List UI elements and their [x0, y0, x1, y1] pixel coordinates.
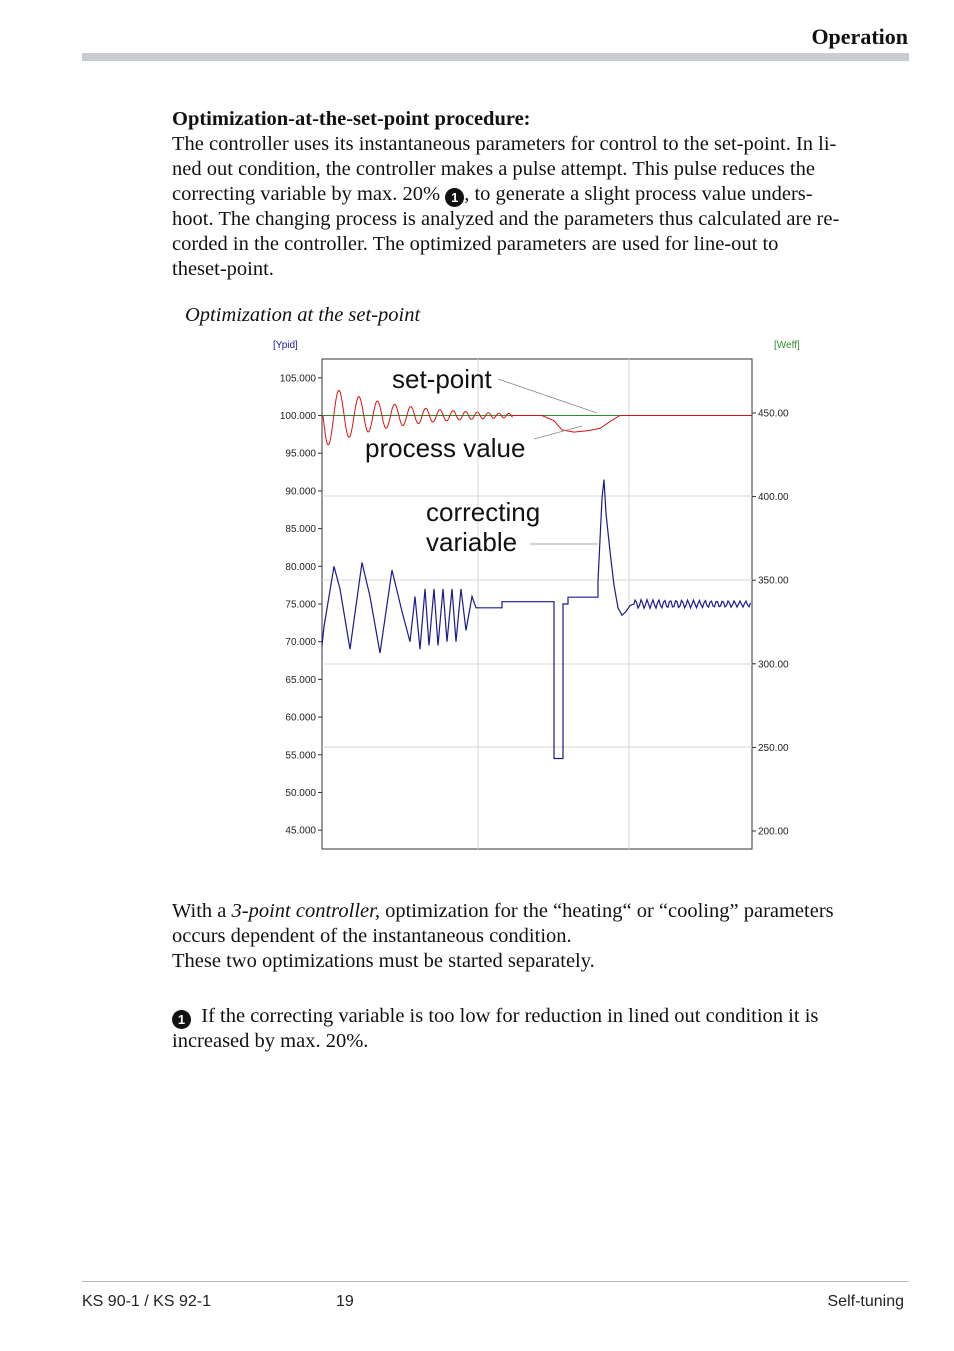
annotation-process-value: process value [365, 433, 526, 463]
footer-rule [82, 1281, 909, 1282]
three-point-line-1 [172, 899, 909, 924]
procedure-line-6: theset-point. [172, 258, 274, 280]
footnote-text-1: If the correcting variable is too low for reduction in lined out condition it is [201, 1005, 819, 1027]
chart-svg [262, 332, 822, 862]
marker-1-icon: 1 [445, 188, 464, 207]
optimization-chart [262, 332, 822, 862]
right-tick-label: 350.00 [758, 575, 789, 587]
left-tick-label: 55.000 [285, 750, 316, 762]
marker-1-icon: 1 [172, 1010, 191, 1029]
procedure-line-3 [172, 182, 909, 207]
header-rule [82, 53, 909, 61]
three-point-line-3: These two optimizations must be started separately. [172, 950, 595, 972]
left-tick-label: 50.000 [285, 787, 316, 799]
right-axis-label: [Weff] [774, 340, 800, 351]
annotation-variable: variable [426, 527, 518, 557]
left-tick-label: 45.000 [285, 825, 316, 837]
annotation-set-point: set-point [392, 364, 492, 394]
footer-model: KS 90-1 / KS 92-1 [82, 1293, 211, 1310]
left-tick-label: 105.000 [279, 373, 316, 385]
left-tick-label: 85.000 [285, 524, 316, 536]
figure-caption: Optimization at the set-point [185, 304, 421, 326]
three-point-line-2: occurs dependent of the instantaneous condition. [172, 925, 572, 947]
left-tick-label: 100.000 [279, 411, 316, 423]
footer-section: Self-tuning [827, 1293, 904, 1310]
left-tick-label: 65.000 [285, 674, 316, 686]
left-tick-label: 75.000 [285, 599, 316, 611]
right-tick-label: 250.00 [758, 742, 789, 754]
left-tick-label: 90.000 [285, 486, 316, 498]
left-tick-label: 95.000 [285, 448, 316, 460]
three-point-emphasis: 3-point controller, [231, 900, 380, 922]
right-tick-label: 450.00 [758, 408, 789, 420]
procedure-line-5: corded in the controller. The optimized parameters are used for line-out to [172, 233, 779, 255]
three-point-text-b: optimization for the “heating“ or “cooling” parameters [379, 900, 834, 922]
left-axis-label: [Ypid] [273, 340, 298, 351]
procedure-line-1: The controller uses its instantaneous parameters for control to the set-point. In li- [172, 133, 837, 155]
annotation-correcting: correcting [426, 497, 541, 527]
left-tick-label: 70.000 [285, 637, 316, 649]
left-tick-label: 80.000 [285, 561, 316, 573]
procedure-line-4: hoot. The changing process is analyzed and the parameters thus calculated are re- [172, 208, 840, 230]
footnote-1 [172, 1004, 909, 1054]
footnote-line-2: increased by max. 20%. [172, 1030, 369, 1052]
right-tick-label: 300.00 [758, 659, 789, 671]
procedure-heading: Optimization-at-the-set-point procedure: [172, 108, 531, 130]
procedure-line-3a: correcting variable by max. 20% [172, 183, 441, 205]
header-title: Operation [811, 24, 908, 49]
procedure-line-2: ned out condition, the controller makes a pulse attempt. This pulse reduces the [172, 158, 815, 180]
three-point-paragraph [172, 899, 909, 974]
right-tick-label: 400.00 [758, 492, 789, 504]
footnote-line-1 [172, 1004, 909, 1029]
three-point-text-a: With a [172, 900, 232, 922]
left-tick-label: 60.000 [285, 712, 316, 724]
procedure-line-3b: , to generate a slight process value unders- [464, 183, 813, 205]
procedure-section [172, 107, 909, 282]
right-tick-label: 200.00 [758, 826, 789, 838]
footer-page-number: 19 [336, 1293, 354, 1310]
